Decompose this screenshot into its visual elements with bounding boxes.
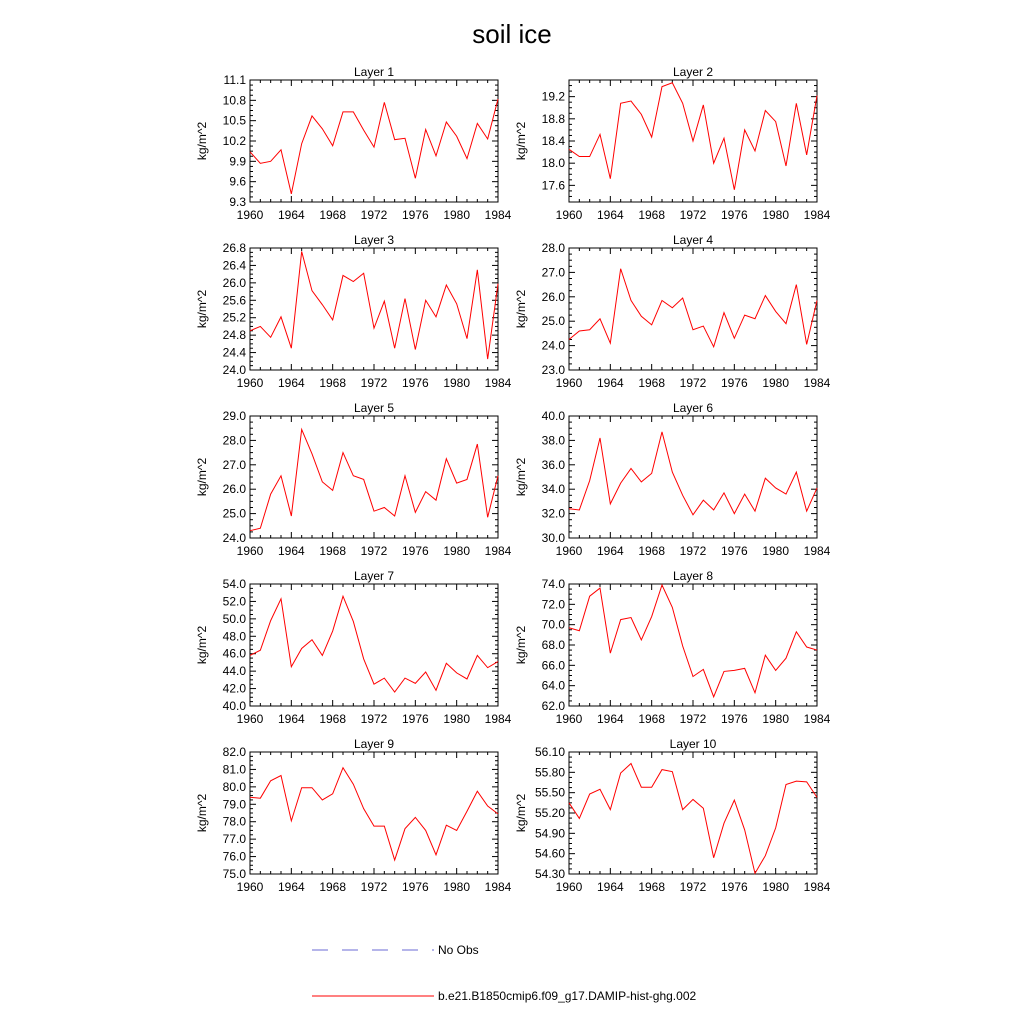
y-tick-label: 18.8 xyxy=(541,111,565,126)
x-tick-label: 1964 xyxy=(277,544,305,558)
x-tick-label: 1980 xyxy=(443,712,471,726)
series-line xyxy=(250,429,498,530)
x-tick-label: 1968 xyxy=(638,544,666,558)
y-tick-label: 24.0 xyxy=(222,363,246,377)
x-tick-label: 1960 xyxy=(555,376,583,390)
y-tick-label: 62.0 xyxy=(541,699,565,713)
x-tick-label: 1980 xyxy=(443,208,471,222)
panel-layer-4 xyxy=(514,233,831,390)
series-line xyxy=(569,83,817,190)
x-tick-label: 1980 xyxy=(443,880,471,894)
x-tick-label: 1980 xyxy=(762,208,790,222)
x-tick-label: 1972 xyxy=(679,712,707,726)
y-tick-label: 10.2 xyxy=(222,134,246,148)
x-tick-label: 1980 xyxy=(443,544,471,558)
panel-title: Layer 8 xyxy=(672,569,714,583)
y-tick-label: 54.90 xyxy=(534,826,565,841)
x-tick-label: 1968 xyxy=(319,712,347,726)
x-tick-label: 1984 xyxy=(803,544,831,558)
y-tick-label: 26.0 xyxy=(222,275,246,290)
panel-title: Layer 9 xyxy=(353,737,395,751)
y-tick-label: 32.0 xyxy=(541,506,565,521)
x-tick-label: 1972 xyxy=(360,544,388,558)
x-tick-label: 1976 xyxy=(720,880,748,894)
y-tick-label: 40.0 xyxy=(541,409,565,423)
x-tick-label: 1984 xyxy=(803,880,831,894)
y-tick-label: 74.0 xyxy=(541,577,565,591)
y-tick-label: 68.0 xyxy=(541,638,565,652)
panel-layer-3 xyxy=(195,233,512,390)
panel-layer-5 xyxy=(195,401,512,558)
y-tick-label: 56.10 xyxy=(534,745,565,759)
panel-title: Layer 2 xyxy=(672,65,714,79)
y-tick-label: 40.0 xyxy=(222,699,246,713)
series-line xyxy=(250,596,498,692)
x-tick-label: 1976 xyxy=(720,376,748,390)
x-tick-label: 1964 xyxy=(277,712,305,726)
series-line xyxy=(250,251,498,359)
y-tick-label: 25.0 xyxy=(222,506,246,521)
x-tick-label: 1976 xyxy=(401,544,429,558)
y-tick-label: 76.0 xyxy=(222,849,246,864)
y-tick-label: 24.0 xyxy=(541,338,565,353)
panels xyxy=(195,65,831,894)
legend xyxy=(312,943,696,1003)
x-tick-label: 1960 xyxy=(555,880,583,894)
y-tick-label: 24.4 xyxy=(222,345,246,360)
y-tick-label: 70.0 xyxy=(541,617,565,632)
y-tick-label: 9.3 xyxy=(229,195,246,209)
y-tick-label: 42.0 xyxy=(222,681,246,696)
x-tick-label: 1976 xyxy=(401,712,429,726)
x-tick-label: 1960 xyxy=(236,208,264,222)
y-tick-label: 18.0 xyxy=(541,156,565,171)
y-tick-label: 54.30 xyxy=(534,867,565,881)
plot-frame xyxy=(250,416,498,538)
y-tick-label: 28.0 xyxy=(541,241,565,255)
y-tick-label: 25.6 xyxy=(222,293,246,308)
y-tick-label: 25.2 xyxy=(222,310,246,325)
y-tick-label: 46.0 xyxy=(222,646,246,661)
y-tick-label: 82.0 xyxy=(222,745,246,759)
x-tick-label: 1960 xyxy=(555,208,583,222)
y-tick-label: 24.8 xyxy=(222,328,246,343)
y-tick-label: 81.0 xyxy=(222,762,246,777)
x-tick-label: 1964 xyxy=(596,544,624,558)
y-tick-label: 29.0 xyxy=(222,409,246,423)
x-tick-label: 1972 xyxy=(360,880,388,894)
y-tick-label: 54.0 xyxy=(222,577,246,591)
x-tick-label: 1972 xyxy=(360,376,388,390)
y-tick-label: 50.0 xyxy=(222,611,246,626)
y-axis-label: kg/m^2 xyxy=(514,793,528,833)
x-tick-label: 1972 xyxy=(679,880,707,894)
x-tick-label: 1964 xyxy=(596,376,624,390)
x-tick-label: 1968 xyxy=(319,880,347,894)
panel-title: Layer 5 xyxy=(353,401,395,415)
x-tick-label: 1980 xyxy=(762,376,790,390)
x-tick-label: 1960 xyxy=(236,712,264,726)
x-tick-label: 1984 xyxy=(484,208,512,222)
y-axis-label: kg/m^2 xyxy=(514,625,528,665)
y-tick-label: 11.1 xyxy=(223,73,246,87)
x-tick-label: 1976 xyxy=(720,208,748,222)
y-tick-label: 55.80 xyxy=(534,765,565,780)
y-axis-label: kg/m^2 xyxy=(195,793,209,833)
x-tick-label: 1984 xyxy=(803,208,831,222)
y-tick-label: 9.9 xyxy=(229,154,246,169)
x-tick-label: 1984 xyxy=(803,376,831,390)
series-line xyxy=(569,432,817,515)
x-tick-label: 1984 xyxy=(484,712,512,726)
y-tick-label: 55.50 xyxy=(534,785,565,800)
y-tick-label: 66.0 xyxy=(541,658,565,673)
x-tick-label: 1960 xyxy=(236,880,264,894)
x-tick-label: 1976 xyxy=(720,712,748,726)
y-tick-label: 25.0 xyxy=(541,314,565,329)
y-tick-label: 26.0 xyxy=(222,482,246,497)
y-tick-label: 72.0 xyxy=(541,597,565,612)
y-axis-label: kg/m^2 xyxy=(195,121,209,161)
y-tick-label: 10.8 xyxy=(222,93,246,108)
x-tick-label: 1964 xyxy=(277,376,305,390)
x-tick-label: 1960 xyxy=(555,712,583,726)
y-tick-label: 27.0 xyxy=(541,265,565,280)
legend-model-label: b.e21.B1850cmip6.f09_g17.DAMIP-hist-ghg.002 xyxy=(438,989,697,1003)
y-tick-label: 24.0 xyxy=(222,531,246,545)
figure-title: soil ice xyxy=(472,19,552,49)
x-tick-label: 1976 xyxy=(401,208,429,222)
y-tick-label: 36.0 xyxy=(541,457,565,472)
panel-layer-8 xyxy=(514,569,831,726)
plot-frame xyxy=(250,752,498,874)
y-tick-label: 48.0 xyxy=(222,629,246,644)
x-tick-label: 1968 xyxy=(319,208,347,222)
panel-layer-2 xyxy=(514,65,831,222)
y-tick-label: 27.0 xyxy=(222,457,246,472)
x-tick-label: 1964 xyxy=(277,208,305,222)
y-tick-label: 77.0 xyxy=(222,832,246,847)
x-tick-label: 1972 xyxy=(679,376,707,390)
x-tick-label: 1984 xyxy=(484,544,512,558)
y-tick-label: 52.0 xyxy=(222,594,246,609)
x-tick-label: 1960 xyxy=(236,376,264,390)
y-tick-label: 64.0 xyxy=(541,678,565,693)
x-tick-label: 1984 xyxy=(484,880,512,894)
legend-obs-label: No Obs xyxy=(438,943,479,957)
y-tick-label: 26.8 xyxy=(222,241,246,255)
y-tick-label: 26.4 xyxy=(222,258,246,273)
y-tick-label: 55.20 xyxy=(534,806,565,820)
y-tick-label: 75.0 xyxy=(222,867,246,881)
x-tick-label: 1968 xyxy=(638,376,666,390)
x-tick-label: 1972 xyxy=(679,208,707,222)
panel-title: Layer 4 xyxy=(672,233,714,247)
y-tick-label: 80.0 xyxy=(222,779,246,794)
plot-frame xyxy=(250,584,498,706)
panel-title: Layer 3 xyxy=(353,233,395,247)
series-line xyxy=(569,585,817,697)
panel-layer-10 xyxy=(514,737,831,894)
y-tick-label: 19.2 xyxy=(541,89,565,104)
series-line xyxy=(250,768,498,860)
panel-layer-7 xyxy=(195,569,512,726)
x-tick-label: 1972 xyxy=(679,544,707,558)
y-tick-label: 9.6 xyxy=(229,174,246,189)
plot-frame xyxy=(569,584,817,706)
plot-frame xyxy=(250,248,498,370)
x-tick-label: 1964 xyxy=(596,880,624,894)
y-tick-label: 18.4 xyxy=(541,134,565,148)
y-tick-label: 23.0 xyxy=(541,363,565,377)
x-tick-label: 1984 xyxy=(484,376,512,390)
y-axis-label: kg/m^2 xyxy=(514,457,528,497)
x-tick-label: 1968 xyxy=(319,544,347,558)
y-axis-label: kg/m^2 xyxy=(195,289,209,329)
x-tick-label: 1968 xyxy=(319,376,347,390)
x-tick-label: 1968 xyxy=(638,712,666,726)
y-axis-label: kg/m^2 xyxy=(195,625,209,665)
panel-title: Layer 7 xyxy=(353,569,395,583)
panel-title: Layer 10 xyxy=(669,737,717,751)
x-tick-label: 1972 xyxy=(360,712,388,726)
x-tick-label: 1980 xyxy=(443,376,471,390)
series-line xyxy=(569,764,817,874)
panel-title: Layer 6 xyxy=(672,401,714,415)
x-tick-label: 1968 xyxy=(638,208,666,222)
y-tick-label: 54.60 xyxy=(534,846,565,861)
y-tick-label: 79.0 xyxy=(222,797,246,812)
y-tick-label: 10.5 xyxy=(222,113,246,128)
x-tick-label: 1964 xyxy=(596,208,624,222)
plot-frame xyxy=(250,80,498,202)
x-tick-label: 1980 xyxy=(762,544,790,558)
x-tick-label: 1976 xyxy=(401,376,429,390)
x-tick-label: 1976 xyxy=(401,880,429,894)
y-tick-label: 38.0 xyxy=(541,433,565,448)
x-tick-label: 1972 xyxy=(360,208,388,222)
y-tick-label: 26.0 xyxy=(541,289,565,304)
series-line xyxy=(569,269,817,347)
x-tick-label: 1964 xyxy=(596,712,624,726)
panel-layer-6 xyxy=(514,401,831,558)
y-tick-label: 78.0 xyxy=(222,814,246,829)
y-axis-label: kg/m^2 xyxy=(195,457,209,497)
panel-title: Layer 1 xyxy=(353,65,395,79)
y-tick-label: 17.6 xyxy=(541,178,565,193)
y-tick-label: 28.0 xyxy=(222,433,246,448)
x-tick-label: 1984 xyxy=(803,712,831,726)
plot-frame xyxy=(569,248,817,370)
x-tick-label: 1968 xyxy=(638,880,666,894)
y-tick-label: 34.0 xyxy=(541,482,565,497)
y-axis-label: kg/m^2 xyxy=(514,289,528,329)
panel-layer-9 xyxy=(195,737,512,894)
panel-layer-1 xyxy=(195,65,512,222)
x-tick-label: 1980 xyxy=(762,880,790,894)
x-tick-label: 1976 xyxy=(720,544,748,558)
y-tick-label: 30.0 xyxy=(541,531,565,545)
series-line xyxy=(250,99,498,194)
y-tick-label: 44.0 xyxy=(222,664,246,679)
x-tick-label: 1980 xyxy=(762,712,790,726)
y-axis-label: kg/m^2 xyxy=(514,121,528,161)
x-tick-label: 1960 xyxy=(555,544,583,558)
x-tick-label: 1964 xyxy=(277,880,305,894)
plot-frame xyxy=(569,752,817,874)
x-tick-label: 1960 xyxy=(236,544,264,558)
